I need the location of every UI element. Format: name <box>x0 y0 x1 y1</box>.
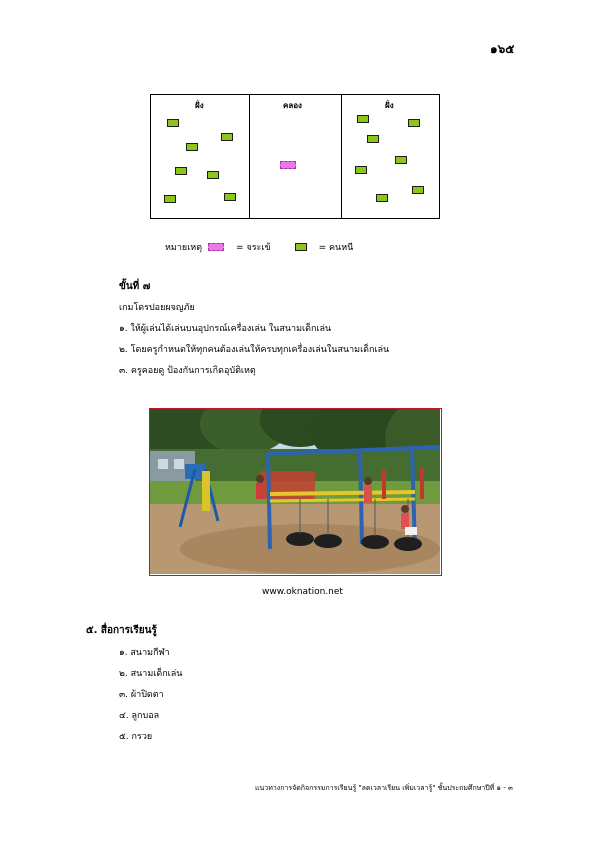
runner-marker <box>367 135 379 143</box>
runner-marker <box>167 119 179 127</box>
playground-photo <box>149 408 442 576</box>
runner-marker <box>395 156 407 164</box>
left-bank-divider <box>249 95 250 218</box>
runner-marker <box>186 143 198 151</box>
catcher-swatch <box>208 243 224 251</box>
page-number: ๑๖๕ <box>490 42 515 56</box>
step7-item: ๓. ครูคอยดู ป้องกันการเกิดอุบัติเหตุ <box>119 366 256 376</box>
right-bank-divider <box>341 95 342 218</box>
materials-item: ๓. ผ้าปิดตา <box>119 690 164 700</box>
step7-item: ๒. โดยครูกำหนดให้ทุกคนต้องเล่นให้ครบทุกเครื่องเล่นในสนามเด็กเล่น <box>119 345 390 355</box>
canal-label: คลอง <box>283 101 302 110</box>
right-bank-label: ฝั่ง <box>385 101 394 110</box>
catcher-legend-label: = จระเข้ <box>236 243 271 253</box>
runner-marker <box>175 167 187 175</box>
materials-item: ๑. สนามกีฬา <box>119 648 170 658</box>
runner-marker <box>221 133 233 141</box>
diagram-legend <box>165 240 353 254</box>
runner-marker <box>376 194 388 202</box>
photo-credit: www.oknation.net <box>262 587 343 597</box>
runner-marker <box>224 193 236 201</box>
runner-marker <box>357 115 369 123</box>
runner-swatch <box>295 243 307 251</box>
step7-item: ๑. ให้ผู้เล่นได้เล่นบนอุปกรณ์เครื่องเล่น ในสนามเด็กเล่น <box>119 324 332 334</box>
step7-heading: ขั้นที่ ๗ <box>119 281 151 292</box>
runner-marker <box>207 171 219 179</box>
runner-marker <box>164 195 176 203</box>
materials-heading: ๕. สื่อการเรียนรู้ <box>86 625 157 636</box>
materials-item: ๒. สนามเด็กเล่น <box>119 669 183 679</box>
materials-item: ๕. กรวย <box>119 732 153 742</box>
legend-prefix: หมายเหตุ <box>165 243 203 253</box>
left-bank-label: ฝั่ง <box>195 101 204 110</box>
runner-marker <box>412 186 424 194</box>
runner-marker <box>408 119 420 127</box>
game-field-diagram <box>150 94 440 219</box>
catcher-marker <box>280 161 296 169</box>
runner-marker <box>355 166 367 174</box>
playground-image <box>150 409 440 574</box>
step7-intro: เกมโดรปอยผจญภัย <box>119 303 195 313</box>
page-footer: แนวทางการจัดกิจกรรมการเรียนรู้ "ลดเวลาเรียน เพิ่มเวลารู้" ชั้นประถมศึกษาปีที่ ๑ - ๓ <box>255 784 513 792</box>
materials-item: ๔. ลูกบอล <box>119 711 160 721</box>
runner-legend-label: = คนหนี <box>318 243 354 253</box>
